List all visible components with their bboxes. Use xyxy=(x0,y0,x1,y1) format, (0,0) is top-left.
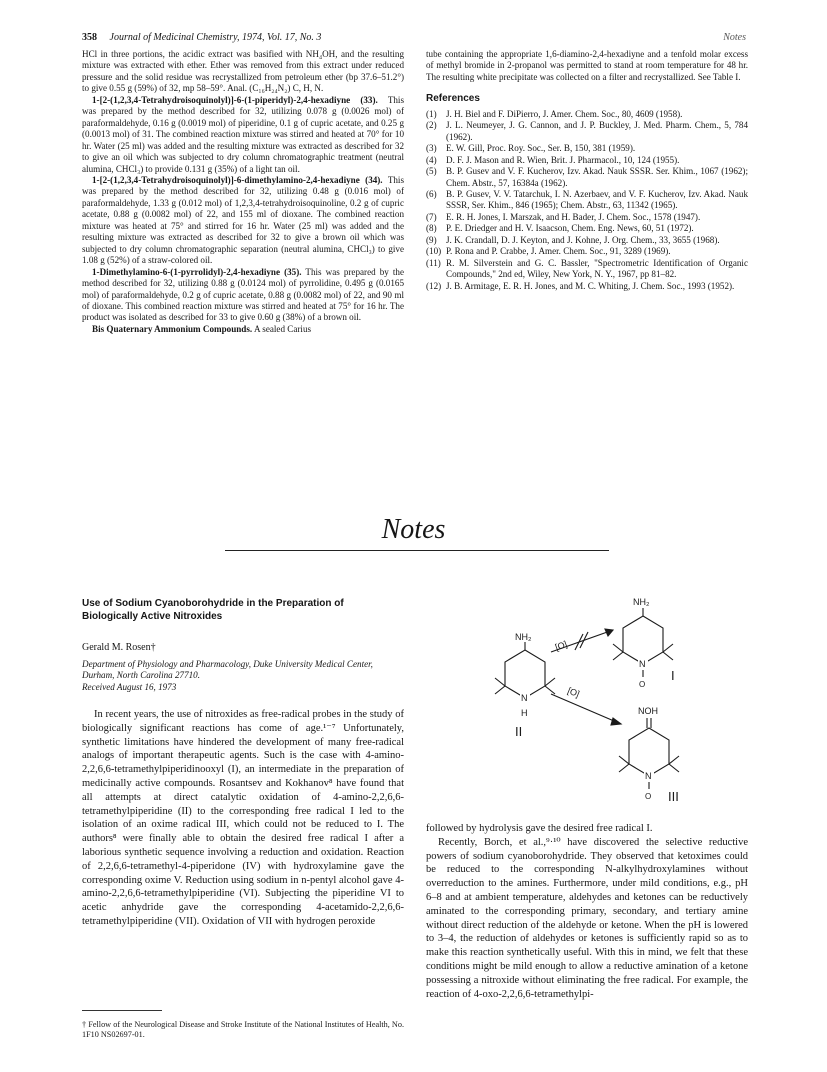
section-rule xyxy=(225,550,609,551)
ring-III xyxy=(629,728,669,776)
experimental-column-right xyxy=(426,49,748,292)
label-nh2: NH₂ xyxy=(515,632,532,642)
article-title: Use of Sodium Cyanoborohydride in the Preparation of Biologically Active Nitroxides xyxy=(82,598,344,622)
reference-number: (3) xyxy=(426,143,437,154)
reference-item xyxy=(426,246,748,257)
reference-number: (12) xyxy=(426,280,442,291)
page-number: 358 xyxy=(82,32,97,43)
compound-name: Bis Quaternary Ammonium Compounds. xyxy=(92,323,253,334)
experimental-paragraph xyxy=(82,267,404,324)
crossout-slash xyxy=(580,632,588,648)
crossout-slash xyxy=(575,634,583,650)
paragraph-text: This was prepared by the method described for 32, utilizing 0.078 g (0.0026 mol) of paraformaldehyde, 0.16 g (0.0019 mol) of piperidine, 0.1 g of cupric acetate, and 0.25 g (0.0013 mol) of 31. The combined reaction mixture was stirred and heated at 70° for 10 hr. Water (25 ml) was added and the resulting mixture was extracted as described for 32 to give an oil which was subjected to dry column chromatographic treatment (neutral alumina, CHCl₃) to provide 0.131 g (35%) of a light tan oil. xyxy=(82,94,405,174)
experimental-column-left xyxy=(82,49,404,335)
paragraph-text: This was prepared by the method described for 32, utilizing 0.48 g (0.016 mol) of paraformaldehyde, 1.33 g (0.012 mol) of 1,2,3,4-tetrahydroisoquinoline, 0.2 g of cupric acetate, 0.88 g (0.0082 mol) of 22, and 155 ml of dioxane. The combined reaction mixture was heated at 75° and stirred for 16 hr. Water (25 ml) was added and the resulting mixture was extracted as described for 32 to give a brown oil which was subjected to dry column chromatographic separation (neutral alumina, CHCl₃) to give 1.08 g (52%) of a straw-colored oil. xyxy=(82,174,404,266)
reference-number: (10) xyxy=(426,246,442,257)
reference-item xyxy=(426,258,748,281)
reference-item xyxy=(426,235,748,246)
notes-heading: Notes xyxy=(381,514,446,545)
reference-text: P. E. Driedger and H. V. Isaacson, Chem. Eng. News, 60, 51 (1972). xyxy=(446,223,694,234)
reference-number: (2) xyxy=(426,120,437,131)
reference-text: J. L. Neumeyer, J. G. Cannon, and J. P. Buckley, J. Med. Pharm. Chem., 5, 784 (1962). xyxy=(446,120,748,142)
reference-number: (1) xyxy=(426,108,437,119)
article-body-right xyxy=(426,822,748,1001)
arrow-head xyxy=(605,629,613,636)
experimental-paragraph xyxy=(82,95,404,175)
author-name: Gerald M. Rosen† xyxy=(82,642,156,653)
reference-item xyxy=(426,155,748,166)
compound-name: 1-Dimethylamino-6-(1-pyrrolidyl)-2,4-hexadiyne (35). xyxy=(92,266,302,277)
label-n: N xyxy=(639,659,646,669)
methyl-bond xyxy=(495,678,505,686)
reference-text: J. B. Armitage, E. R. H. Jones, and M. C. Whiting, J. Chem. Soc., 1993 (1952). xyxy=(446,280,735,291)
reference-text: P. Rona and P. Crabbe, J. Amer. Chem. Soc., 91, 3289 (1969). xyxy=(446,246,671,257)
footnote-rule xyxy=(82,1010,162,1011)
label-n: N xyxy=(521,693,528,703)
reference-text: B. P. Gusev, V. V. Tatarchuk, I. N. Azerbaev, and V. F. Kucherov, Izv. Akad. Nauk SSSR, Ser. Khim., 846 (1965); Chem. Abstr., 63, 11342 (1965). xyxy=(446,188,748,211)
ring-I xyxy=(623,616,663,664)
label-n: N xyxy=(645,771,652,781)
references-list xyxy=(426,109,748,292)
reference-text: J. K. Crandall, D. J. Keyton, and J. Kohne, J. Org. Chem., 33, 3655 (1968). xyxy=(446,234,720,245)
compound-label-I: I xyxy=(671,668,675,683)
reference-item xyxy=(426,281,748,292)
reference-number: (7) xyxy=(426,211,437,222)
paragraph-text: A sealed Carius xyxy=(252,323,312,334)
arrow-line xyxy=(551,694,621,724)
label-h: H xyxy=(521,708,528,718)
arrow-head xyxy=(611,718,621,725)
experimental-paragraph: HCl in three portions, the acidic extract was basified with NH₄OH, and the resulting mixture was extracted with ether. Ether was removed from this extract under reduced pressure and the solid residue was recrystallized from petroleum ether (bp 37.6–51.2°) to give 0.55 g (59%) of 32, mp 58–59°. Anal. (C₁₆H₂₄N₂) C, H, N. xyxy=(82,49,404,94)
reference-number: (11) xyxy=(426,257,441,268)
running-header xyxy=(82,32,746,43)
compound-name: 1-[2-(1,2,3,4-Tetrahydroisoquinolyl)]-6-dimethylamino-2,4-hexadiyne (34). xyxy=(92,174,383,185)
reaction-scheme xyxy=(425,590,745,808)
reference-text: R. M. Silverstein and G. C. Bassler, "Spectrometric Identification of Organic Compounds," 2nd ed, Wiley, New York, N. Y., 1967, pp 81–82. xyxy=(446,257,748,280)
reference-item xyxy=(426,166,748,189)
structure-III xyxy=(619,706,679,804)
reference-text: B. P. Gusev and V. F. Kucherov, Izv. Akad. Nauk SSSR. Ser. Khim., 1067 (1962); Chem. Abstr., 57, 16384a (1962). xyxy=(446,166,748,188)
methyl-bond xyxy=(545,678,555,686)
references-heading: References xyxy=(426,93,480,105)
experimental-paragraph xyxy=(82,324,404,335)
compound-label-II: II xyxy=(515,724,523,739)
label-nh2: NH₂ xyxy=(633,597,650,607)
reference-item xyxy=(426,109,748,120)
reference-number: (4) xyxy=(426,154,437,165)
methyl-bond xyxy=(669,756,679,764)
reference-text: E. W. Gill, Proc. Roy. Soc., Ser. B, 150, 381 (1959). xyxy=(446,143,636,154)
methyl-bond xyxy=(545,686,555,694)
reference-item xyxy=(426,143,748,154)
reference-item xyxy=(426,212,748,223)
methyl-bond xyxy=(613,652,623,660)
methyl-bond xyxy=(619,756,629,764)
methyl-bond xyxy=(619,764,629,772)
label-o: O xyxy=(645,792,652,801)
reference-number: (6) xyxy=(426,188,437,199)
reference-text: E. R. H. Jones, I. Marszak, and H. Bader, J. Chem. Soc., 1578 (1947). xyxy=(446,211,701,222)
reference-number: (9) xyxy=(426,234,437,245)
label-noh: NOH xyxy=(638,706,658,716)
body-paragraph: Recently, Borch, et al.,⁹·¹⁰ have discovered the selective reductive powers of sodium cyanoborohydride. They observed that ketoximes could be reduced to the corresponding N-alkylhydroxylamines without overreduction to the amines. Furthermore, under mild conditions, e.g., pH 6–8 and at ambient temperature, aldehydes and ketones can be reductively aminated to the corresponding primary, secondary, and tertiary amine without direct reduction of the aldehyde or ketone. When the pH is lowered to 3–4, the reduction of aldehydes or ketones is sufficiently rapid so as to make this reaction synthetically useful. With this in mind, we felt that these conditions might be mild enough to allow a reductive amination of a ketone possessing a nitroxide without eliminating the free radical. For example, the reaction of 4-oxo-2,2,6,6-tetramethylpi- xyxy=(426,836,748,1000)
reference-item xyxy=(426,120,748,143)
body-paragraph: followed by hydrolysis gave the desired free radical I. xyxy=(426,823,653,834)
reference-text: D. F. J. Mason and R. Wien, Brit. J. Pharmacol., 10, 124 (1955). xyxy=(446,154,680,165)
reference-item xyxy=(426,189,748,212)
methyl-bond xyxy=(613,644,623,652)
arrow-to-III xyxy=(551,685,621,725)
article-body-left xyxy=(82,708,404,929)
label-o: O xyxy=(639,680,646,689)
compound-name: 1-[2-(1,2,3,4-Tetrahydroisoquinolyl)]-6-(1-piperidyl)-2,4-hexadiyne (33). xyxy=(92,94,378,105)
body-paragraph: In recent years, the use of nitroxides as free-radical probes in the study of biologically significant reactions has come of age.¹⁻⁷ Unfortunately, synthetic limitations have hindered the development of many free-radical analogs of important therapeutic agents. Such is the case with 4-amino-2,2,6,6-tetramethylpiperidinooxyl (I), an intermediate in the preparation of medicinally active compounds. Rosantsev and Kokhanov⁸ have found that all attempts at direct catalytic oxidation of 4-amino-2,2,6,6-tetramethylpiperidine (II) to the corresponding free radical I led to the isolation of an oxime radical III, which could not be reduced to I. The authors⁸ were finally able to obtain the desired free radical I after a laborious synthetic sequence involving a reduction and oxidation. Reaction of 2,2,6,6-tetramethyl-4-piperidone (IV) with hydroxylamine gave the corresponding oxime V. Reduction using sodium in n-pentyl alcohol gave 4-amino-2,2,6,6-tetramethylpiperidine (VI). Subjecting the piperidine VI to acetic anhydride gave the corresponding 4-acetamido-2,2,6,6-tetramethylpiperidine (VII). Oxidation of VII with hydrogen peroxide xyxy=(82,709,404,927)
paragraph-text: This was prepared by the method described for 32, utilizing 0.88 g (0.0124 mol) of pyrrolidine, 0.495 g (0.0165 mol) of paraformaldehyde, 0.2 g of cupric acetate, 0.88 g (0.0082 mol) of 22, and 90 ml of dioxane. This combined reaction mixture was stirred and heated at 75° for 16 hr. The product was isolated as described for 33 to give 0.60 g (38%) of a brown oil. xyxy=(82,266,404,323)
methyl-bond xyxy=(669,764,679,772)
compound-label-III: III xyxy=(668,789,679,804)
ring-II xyxy=(505,650,545,698)
methyl-bond xyxy=(663,644,673,652)
arrow-to-I xyxy=(551,629,613,652)
section-label: Notes xyxy=(723,32,746,43)
reference-text: J. H. Biel and F. DiPierro, J. Amer. Chem. Soc., 80, 4609 (1958). xyxy=(446,108,683,119)
reference-number: (8) xyxy=(426,223,437,234)
methyl-bond xyxy=(495,686,505,694)
structure-I xyxy=(613,597,675,689)
footnote: † Fellow of the Neurological Disease and Stroke Institute of the National Institutes of Health, No. 1F10 NS02697-01. xyxy=(82,1020,404,1040)
structure-II xyxy=(495,632,555,739)
label-oxidant: [O] xyxy=(553,638,569,653)
experimental-paragraph: tube containing the appropriate 1,6-diamino-2,4-hexadiyne and a tenfold molar excess of methyl bromide in 2-propanol was permitted to stand at room temperature for 48 hr. The resulting white precipitate was collected on a filter and recrystallized. See Table I. xyxy=(426,49,748,82)
affiliation-text: Department of Physiology and Pharmacology, Duke University Medical Center, Durham, North Carolina 27710. xyxy=(82,659,373,681)
label-oxidant: [O] xyxy=(566,685,581,700)
affiliation xyxy=(82,659,402,693)
experimental-paragraph xyxy=(82,175,404,267)
methyl-bond xyxy=(663,652,673,660)
journal-citation: Journal of Medicinal Chemistry, 1974, Vol. 17, No. 3 xyxy=(109,32,322,43)
reference-number: (5) xyxy=(426,166,437,177)
reference-item xyxy=(426,223,748,234)
received-date: Received August 16, 1973 xyxy=(82,681,177,692)
